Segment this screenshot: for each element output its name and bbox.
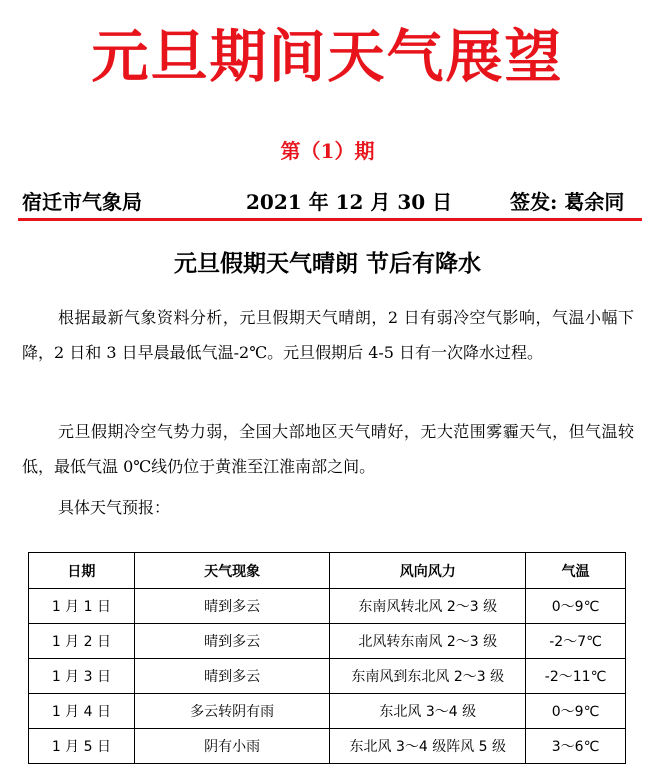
cell-temperature: -2～11℃ [526, 659, 626, 694]
cell-temperature: -2～7℃ [526, 624, 626, 659]
cell-date: 1 月 5 日 [29, 729, 135, 764]
cell-date: 1 月 2 日 [29, 624, 135, 659]
table-header-row [29, 553, 626, 589]
cell-temperature: 0～9℃ [526, 694, 626, 729]
cell-temperature: 0～9℃ [526, 589, 626, 624]
table-row [29, 624, 626, 659]
cell-wind: 北风转东南风 2～3 级 [330, 624, 526, 659]
cell-wind: 东北风 3～4 级阵风 5 级 [330, 729, 526, 764]
cell-wind: 东北风 3～4 级 [330, 694, 526, 729]
cell-weather: 多云转阴有雨 [134, 694, 330, 729]
cell-weather: 晴到多云 [134, 659, 330, 694]
header-date: 日期 [29, 553, 135, 589]
cell-wind: 东南风转北风 2～3 级 [330, 589, 526, 624]
bulletin-title: 元旦期间天气展望 [91, 23, 564, 90]
cell-wind: 东南风到东北风 2～3 级 [330, 659, 526, 694]
table-row [29, 659, 626, 694]
forecast-table [28, 552, 626, 764]
paragraph-national: 元旦假期冷空气势力弱，全国大部地区天气晴好，无大范围雾霾天气，但气温较低，最低气温 0℃线仍位于黄淮至江淮南部之间。 [22, 422, 634, 476]
issue-number: 第（1）期 [280, 139, 375, 163]
table-row [29, 729, 626, 764]
header-divider [18, 218, 642, 221]
cell-weather: 阴有小雨 [134, 729, 330, 764]
header-weather: 天气现象 [134, 553, 330, 589]
cell-weather: 晴到多云 [134, 624, 330, 659]
header-temperature: 气温 [526, 553, 626, 589]
issue-date: 2021 年 12 月 30 日 [246, 190, 453, 214]
issuing-organization: 宿迁市气象局 [22, 190, 142, 214]
cell-date: 1 月 3 日 [29, 659, 135, 694]
header-wind: 风向风力 [330, 553, 526, 589]
cell-date: 1 月 4 日 [29, 694, 135, 729]
table-row [29, 694, 626, 729]
signer: 签发: 葛余同 [510, 190, 625, 214]
article-headline: 元旦假期天气晴朗 节后有降水 [173, 250, 481, 277]
cell-date: 1 月 1 日 [29, 589, 135, 624]
paragraph-summary: 根据最新气象资料分析，元旦假期天气晴朗，2 日有弱冷空气影响，气温小幅下降，2 日和 3 日早晨最低气温-2℃。元旦假期后 4-5 日有一次降水过程。 [22, 308, 634, 362]
table-row [29, 589, 626, 624]
cell-weather: 晴到多云 [134, 589, 330, 624]
cell-temperature: 3～6℃ [526, 729, 626, 764]
paragraph-forecast-intro: 具体天气预报： [58, 498, 171, 517]
